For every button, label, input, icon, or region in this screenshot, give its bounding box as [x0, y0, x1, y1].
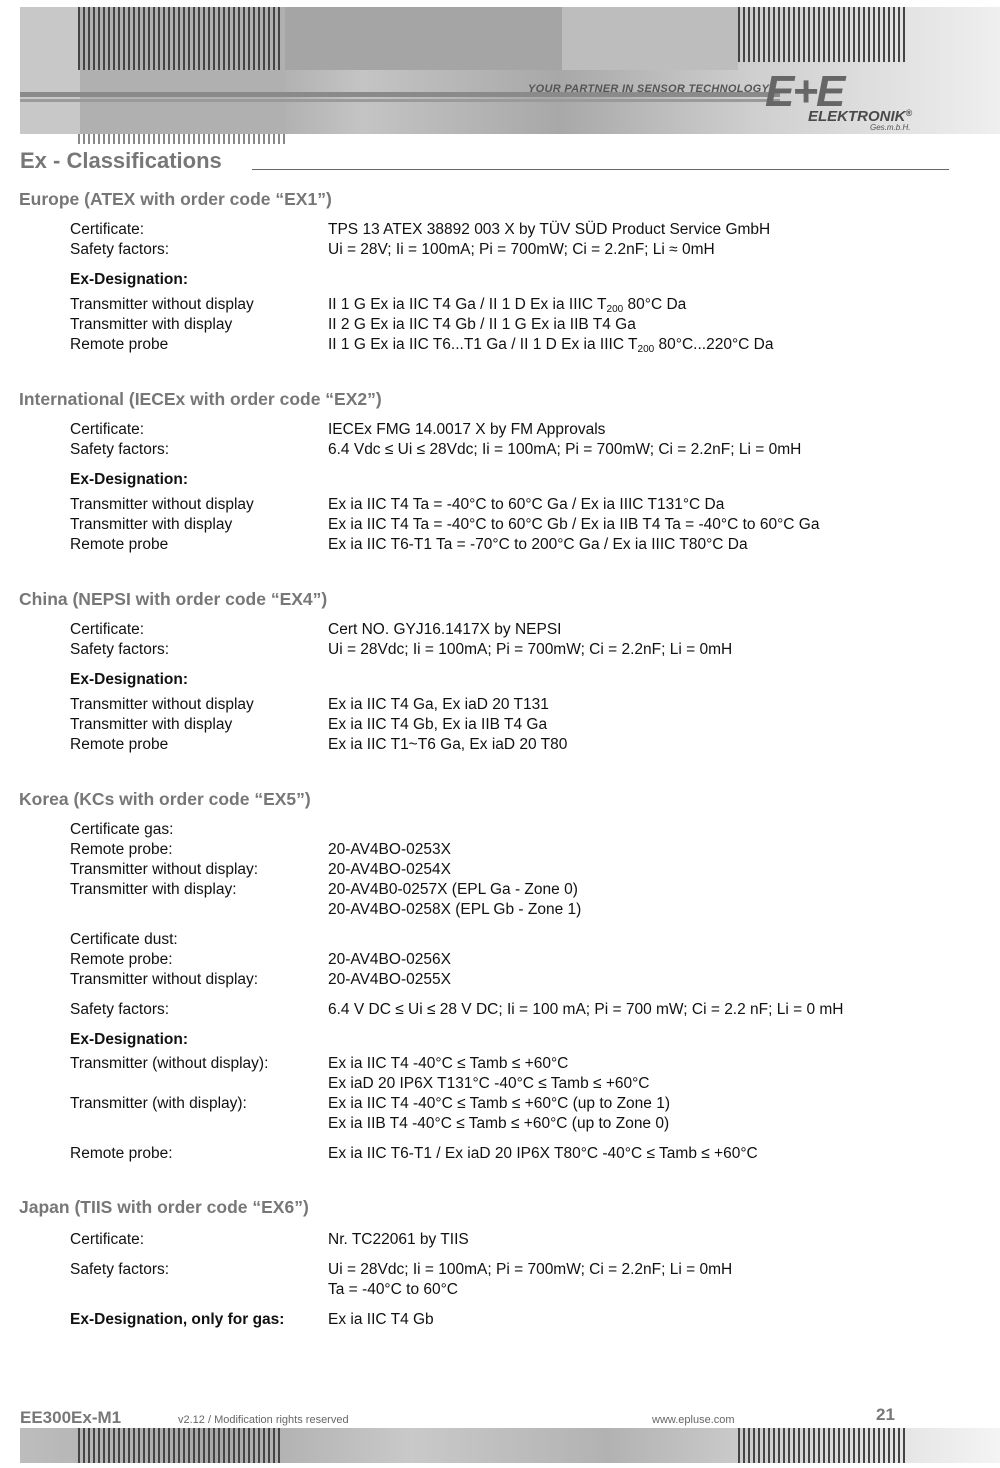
designation-value: Ex ia IIC T4 -40°C ≤ Tamb ≤ +60°C (up to Zone 1)	[328, 1095, 670, 1112]
footer-stripes	[738, 1428, 908, 1463]
safety-factors-value: 6.4 Vdc ≤ Ui ≤ 28Vdc; Ii = 100mA; Pi = 700mW; Ci = 2.2nF; Li = 0mH	[328, 441, 802, 458]
footer-url[interactable]: www.epluse.com	[652, 1414, 735, 1426]
footer-model: EE300Ex-M1	[20, 1408, 122, 1427]
ex-designation-label: Ex-Designation, only for gas:	[70, 1311, 285, 1328]
safety-factors-label: Safety factors:	[70, 641, 170, 658]
designation-label: Remote probe	[70, 336, 169, 353]
designation-value: Ex ia IIC T4 Ga, Ex iaD 20 T131	[328, 696, 549, 713]
header-banner	[20, 7, 1000, 134]
section-heading-korea: Korea (KCs with order code “EX5”)	[19, 789, 311, 809]
ex-designation-label: Ex-Designation:	[70, 1031, 188, 1048]
certificate-entry-label: Remote probe:	[70, 841, 173, 858]
safety-factors-value: 6.4 V DC ≤ Ui ≤ 28 V DC; Ii = 100 mA; Pi = 700 mW; Ci = 2.2 nF; Li = 0 mH	[328, 1001, 844, 1018]
designation-label: Remote probe:	[70, 1145, 173, 1162]
brand-text: ELEKTRONIK	[808, 108, 906, 125]
designation-value: Ex ia IIC T6-T1 / Ex iaD 20 IP6X T80°C -40°C ≤ Tamb ≤ +60°C	[328, 1145, 758, 1162]
designation-label: Transmitter with display	[70, 516, 233, 533]
designation-subscript: 200	[606, 304, 624, 315]
safety-factors-value: Ui = 28Vdc; Ii = 100mA; Pi = 700mW; Ci = 2.2nF; Li = 0mH	[328, 641, 733, 658]
certificate-label: Certificate:	[70, 221, 145, 238]
banner-stripes	[738, 7, 908, 62]
designation-value: Ex ia IIC T4 Gb	[328, 1311, 434, 1328]
safety-factors-label: Safety factors:	[70, 441, 170, 458]
designation-label: Transmitter without display	[70, 296, 254, 313]
certificate-entry-value: 20-AV4BO-0254X	[328, 861, 451, 878]
ex-designation-label: Ex-Designation:	[70, 671, 188, 688]
tagline: YOUR PARTNER IN SENSOR TECHNOLOGY	[528, 83, 770, 95]
banner-block	[285, 7, 562, 70]
footer-version: v2.12 / Modification rights reserved	[178, 1414, 349, 1426]
designation-text: 80°C Da	[623, 296, 687, 313]
certificate-entry-label: Transmitter without display:	[70, 861, 259, 878]
designation-label: Transmitter with display	[70, 316, 233, 333]
certificate-entry-value: 20-AV4B0-0257X (EPL Ga - Zone 0)	[328, 881, 578, 898]
footer-bar	[20, 1428, 1000, 1463]
ee-logo: E+E	[765, 67, 844, 116]
certificate-value: IECEx FMG 14.0017 X by FM Approvals	[328, 421, 606, 438]
certificate-gas-label: Certificate gas:	[70, 821, 174, 838]
ex-designation-label: Ex-Designation:	[70, 471, 188, 488]
safety-factors-value: Ta = -40°C to 60°C	[328, 1281, 459, 1298]
safety-factors-label: Safety factors:	[70, 1001, 170, 1018]
designation-value: II 2 G Ex ia IIC T4 Gb / II 1 G Ex ia IIB T4 Ga	[328, 316, 636, 333]
safety-factors-value: Ui = 28V; Ii = 100mA; Pi = 700mW; Ci = 2.2nF; Li ≈ 0mH	[328, 241, 715, 258]
section-heading-japan: Japan (TIIS with order code “EX6”)	[19, 1197, 309, 1217]
section-heading-international: International (IECEx with order code “EX2”)	[19, 389, 382, 409]
brand-reg: ®	[905, 108, 913, 118]
designation-value: Ex ia IIB T4 -40°C ≤ Tamb ≤ +60°C (up to Zone 0)	[328, 1115, 670, 1132]
brand-sub: Ges.m.b.H.	[870, 123, 911, 132]
certificate-value: Nr. TC22061 by TIIS	[328, 1231, 469, 1248]
designation-value: Ex ia IIC T4 -40°C ≤ Tamb ≤ +60°C	[328, 1055, 569, 1072]
safety-factors-value: Ui = 28Vdc; Ii = 100mA; Pi = 700mW; Ci = 2.2nF; Li = 0mH	[328, 1261, 733, 1278]
ex-designation-label: Ex-Designation:	[70, 271, 188, 288]
header-underbars	[78, 134, 285, 144]
designation-value: Ex ia IIC T6-T1 Ta = -70°C to 200°C Ga / Ex ia IIIC T80°C Da	[328, 536, 748, 553]
designation-value	[328, 335, 773, 355]
designation-text: 80°C...220°C Da	[654, 336, 774, 353]
certificate-entry-value: 20-AV4BO-0258X (EPL Gb - Zone 1)	[328, 901, 582, 918]
designation-label: Transmitter (with display):	[70, 1095, 247, 1112]
designation-label: Transmitter with display	[70, 716, 233, 733]
certificate-entry-label: Remote probe:	[70, 951, 173, 968]
certificate-entry-value: 20-AV4BO-0253X	[328, 841, 451, 858]
designation-label: Remote probe	[70, 536, 169, 553]
designation-value: Ex ia IIC T4 Ta = -40°C to 60°C Gb / Ex ia IIB T4 Ta = -40°C to 60°C Ga	[328, 516, 820, 533]
section-heading-europe: Europe (ATEX with order code “EX1”)	[19, 189, 332, 209]
designation-text: II 1 G Ex ia IIC T4 Ga / II 1 D Ex ia IIIC T	[328, 296, 607, 313]
title-rule	[252, 169, 949, 170]
designation-value: Ex iaD 20 IP6X T131°C -40°C ≤ Tamb ≤ +60°C	[328, 1075, 650, 1092]
safety-factors-label: Safety factors:	[70, 1261, 170, 1278]
certificate-label: Certificate:	[70, 421, 145, 438]
designation-text: II 1 G Ex ia IIC T6...T1 Ga / II 1 D Ex ia IIIC T	[328, 336, 638, 353]
certificate-entry-label: Transmitter with display:	[70, 881, 237, 898]
safety-factors-label: Safety factors:	[70, 241, 170, 258]
certificate-label: Certificate:	[70, 1231, 145, 1248]
designation-value: Ex ia IIC T1~T6 Ga, Ex iaD 20 T80	[328, 736, 568, 753]
banner-stripe-line	[20, 99, 780, 102]
page-number: 21	[876, 1405, 895, 1424]
designation-value: Ex ia IIC T4 Gb, Ex ia IIB T4 Ga	[328, 716, 548, 733]
certificate-entry-label: Transmitter without display:	[70, 971, 259, 988]
designation-label: Transmitter (without display):	[70, 1055, 269, 1072]
certificate-dust-label: Certificate dust:	[70, 931, 178, 948]
certificate-entry-value: 20-AV4BO-0256X	[328, 951, 451, 968]
designation-value	[328, 295, 686, 315]
page-title: Ex - Classifications	[20, 148, 222, 173]
designation-label: Transmitter without display	[70, 696, 254, 713]
certificate-value: Cert NO. GYJ16.1417X by NEPSI	[328, 621, 562, 638]
banner-block	[562, 7, 738, 70]
designation-subscript: 200	[637, 344, 655, 355]
certificate-label: Certificate:	[70, 621, 145, 638]
certificate-value: TPS 13 ATEX 38892 003 X by TÜV SÜD Product Service GmbH	[328, 221, 771, 238]
designation-label: Transmitter without display	[70, 496, 254, 513]
designation-label: Remote probe	[70, 736, 169, 753]
designation-value: Ex ia IIC T4 Ta = -40°C to 60°C Ga / Ex ia IIIC T131°C Da	[328, 496, 725, 513]
certificate-entry-value: 20-AV4BO-0255X	[328, 971, 451, 988]
section-heading-china: China (NEPSI with order code “EX4”)	[19, 589, 328, 609]
footer-stripes	[78, 1428, 283, 1463]
banner-stripes	[78, 7, 283, 70]
banner-block	[20, 7, 80, 134]
